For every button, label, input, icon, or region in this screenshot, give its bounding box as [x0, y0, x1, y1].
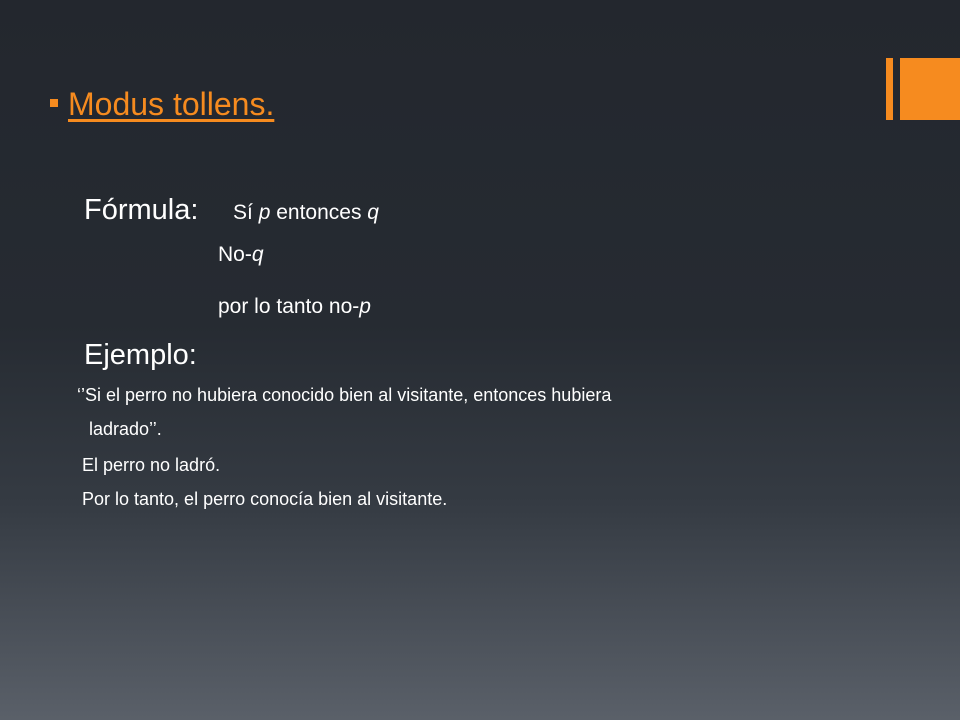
slide-title-row [50, 86, 274, 123]
formula-var-p: p [258, 201, 271, 224]
slide-title-link[interactable]: Modus tollens. [68, 86, 275, 122]
example-line-2: ladrado’’. [89, 419, 162, 439]
formula-var-q: q [367, 201, 379, 224]
accent-bar-thin [886, 58, 893, 120]
formula-line-1 [233, 201, 379, 225]
example-line-3: El perro no ladró. [82, 455, 221, 475]
formula-line-2-text-a: No- [218, 243, 252, 266]
formula-line-3 [218, 295, 371, 319]
formula-line-2 [218, 243, 264, 267]
formula-line-3-var-p: p [359, 295, 371, 318]
formula-label: Fórmula: [84, 194, 199, 226]
example-line-1: ‘’Si el perro no hubiera conocido bien al visitante, entonces hubiera [77, 385, 612, 405]
accent-bar-wide [900, 58, 960, 120]
formula-line-1-text-c: entonces [270, 201, 368, 224]
formula-line-3-text-a: por lo tanto no- [218, 295, 360, 318]
formula-line-2-var-q: q [251, 243, 264, 266]
example-label: Ejemplo: [84, 339, 197, 371]
example-line-4: Por lo tanto, el perro conocía bien al visitante. [82, 489, 448, 509]
formula-line-1-text-a: Sí [233, 201, 259, 224]
square-bullet-icon [50, 99, 58, 107]
